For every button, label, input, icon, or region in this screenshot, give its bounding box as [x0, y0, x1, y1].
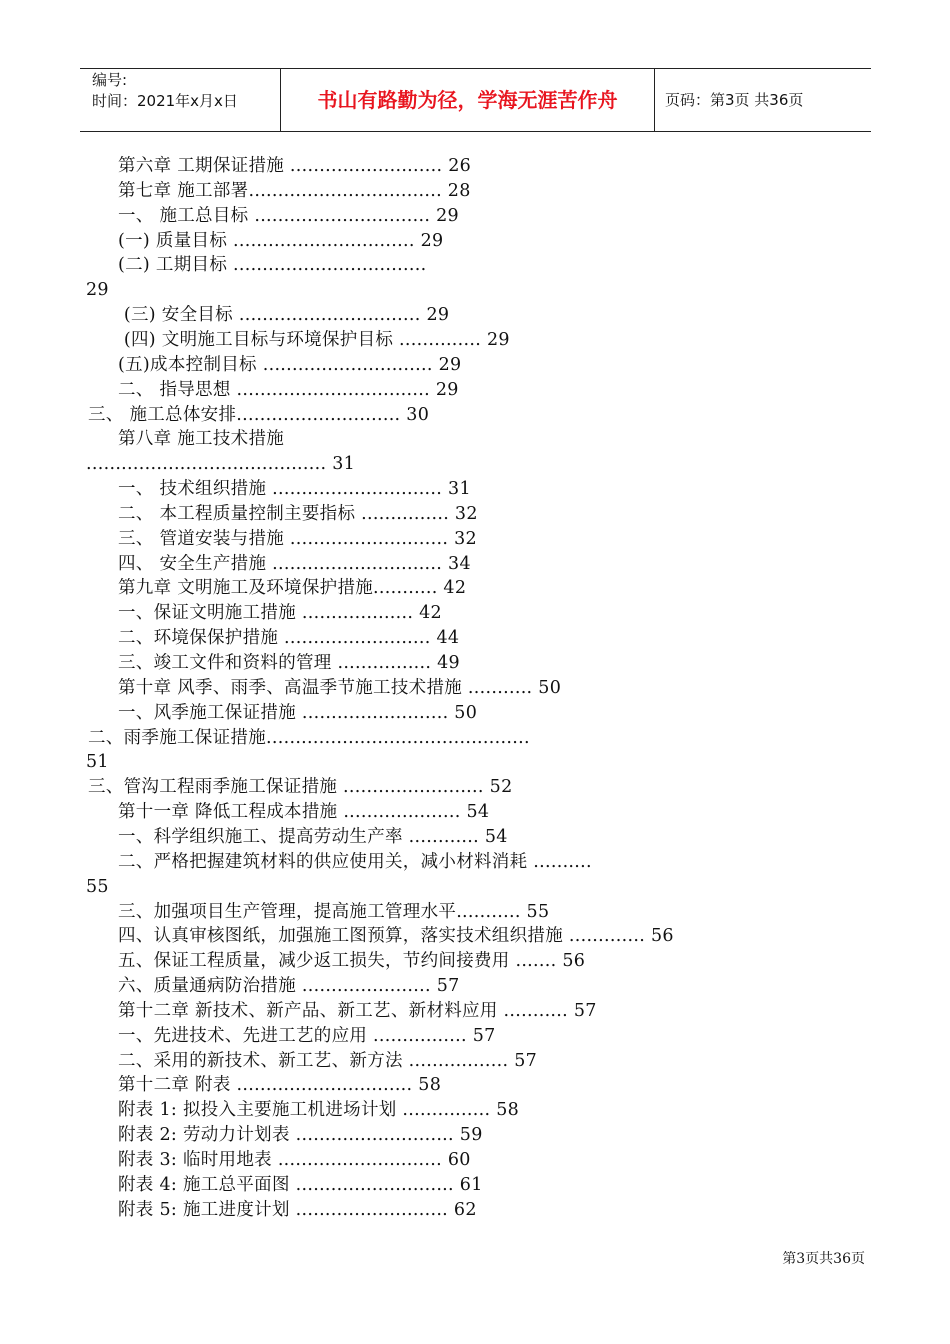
toc-entry: 第十二章 新技术、新产品、新工艺、新材料应用 ........... 57	[118, 1000, 597, 1021]
toc-entry: 二、 指导思想 ................................. 29	[118, 379, 459, 400]
toc-entry: 一、 技术组织措施 ............................. 31	[118, 479, 471, 500]
toc-entry: 四、认真审核图纸，加强施工图预算，落实技术组织措施 ............. 56	[118, 926, 674, 947]
toc-entry: 二、雨季施工保证措施.............................................	[88, 727, 530, 748]
toc-entry: 第九章 文明施工及环境保护措施........... 42	[118, 578, 467, 599]
date-label: 时间：2021年x月x日	[92, 92, 238, 110]
toc-entry: 三、加强项目生产管理，提高施工管理水平........... 55	[118, 901, 550, 922]
toc-entry: ......................................... 31	[86, 454, 356, 475]
toc-entry: 第八章 施工技术措施	[118, 429, 285, 450]
toc-entry: 二、严格把握建筑材料的供应使用关，减小材料消耗 ..........	[118, 851, 592, 872]
footer-page-number: 第3页共36页	[782, 1251, 865, 1267]
toc-entry: 附表 3: 临时用地表 ............................ 60	[118, 1150, 471, 1170]
toc-entry: 二、采用的新技术、新工艺、新方法 ................. 57	[118, 1050, 538, 1071]
toc-entry: (五)成本控制目标 ............................. 29	[118, 354, 462, 375]
motto-banner: 书山有路勤为径，学海无涯苦作舟	[281, 69, 655, 131]
toc-entry: 一、科学组织施工、提高劳动生产率 ............ 54	[118, 826, 508, 847]
header-left-cell	[80, 69, 281, 131]
toc-entry: 二、 本工程质量控制主要指标 ............... 32	[118, 503, 478, 524]
toc-entry: 一、保证文明施工措施 ................... 42	[118, 603, 442, 624]
toc-entry: 三、 管道安装与措施 ........................... 32	[118, 528, 477, 549]
toc-entry: 一、先进技术、先进工艺的应用 ................ 57	[118, 1025, 496, 1046]
serial-number-label: 编号:	[92, 71, 128, 89]
toc-entry: 附表 4: 施工总平面图 ........................... 61	[118, 1174, 483, 1195]
toc-entry: 55	[86, 876, 109, 897]
toc-entry: 第十二章 附表 .............................. 58	[118, 1075, 442, 1096]
toc-entry: 四、 安全生产措施 ............................. 34	[118, 553, 471, 574]
toc-entry: 三、管沟工程雨季施工保证措施 ........................ 52	[88, 777, 513, 798]
toc-entry: 二、环境保保护措施 ......................... 44	[118, 628, 460, 649]
toc-entry: (二) 工期目标 .................................	[118, 255, 427, 276]
document-header	[80, 68, 871, 132]
toc-entry: 附表 2: 劳动力计划表 ........................... 59	[118, 1125, 483, 1146]
toc-entry: (三) 安全目标 ............................... 29	[118, 305, 450, 326]
toc-entry: (一) 质量目标 ............................... 29	[118, 230, 444, 251]
toc-entry: 附表 5: 施工进度计划 .......................... 62	[118, 1199, 477, 1220]
toc-entry: 第十一章 降低工程成本措施 .................... 54	[118, 802, 490, 823]
toc-entry: 五、保证工程质量，减少返工损失，节约间接费用 ....... 56	[118, 951, 586, 972]
toc-entry: 三、竣工文件和资料的管理 ................ 49	[118, 653, 460, 673]
toc-entry: 第六章 工期保证措施 .......................... 26	[118, 156, 472, 176]
toc-entry: 一、 施工总目标 .............................. 29	[118, 205, 459, 226]
toc-entry: (四) 文明施工目标与环境保护目标 .............. 29	[118, 329, 510, 350]
toc-entry: 三、 施工总体安排............................ 30	[88, 404, 430, 425]
toc-entry: 附表 1: 拟投入主要施工机进场计划 ............... 58	[118, 1100, 520, 1121]
toc-entry: 29	[86, 280, 109, 301]
toc-entry: 51	[86, 752, 109, 773]
header-page-number: 页码：第3页 共36页	[665, 91, 804, 109]
toc-entry: 第七章 施工部署................................. 28	[118, 180, 471, 201]
toc-entry: 第十章 风季、雨季、高温季节施工技术措施 ........... 50	[118, 677, 562, 698]
toc-entry: 六、质量通病防治措施 ...................... 57	[118, 976, 460, 997]
toc-entry: 一、风季施工保证措施 ......................... 50	[118, 702, 478, 723]
